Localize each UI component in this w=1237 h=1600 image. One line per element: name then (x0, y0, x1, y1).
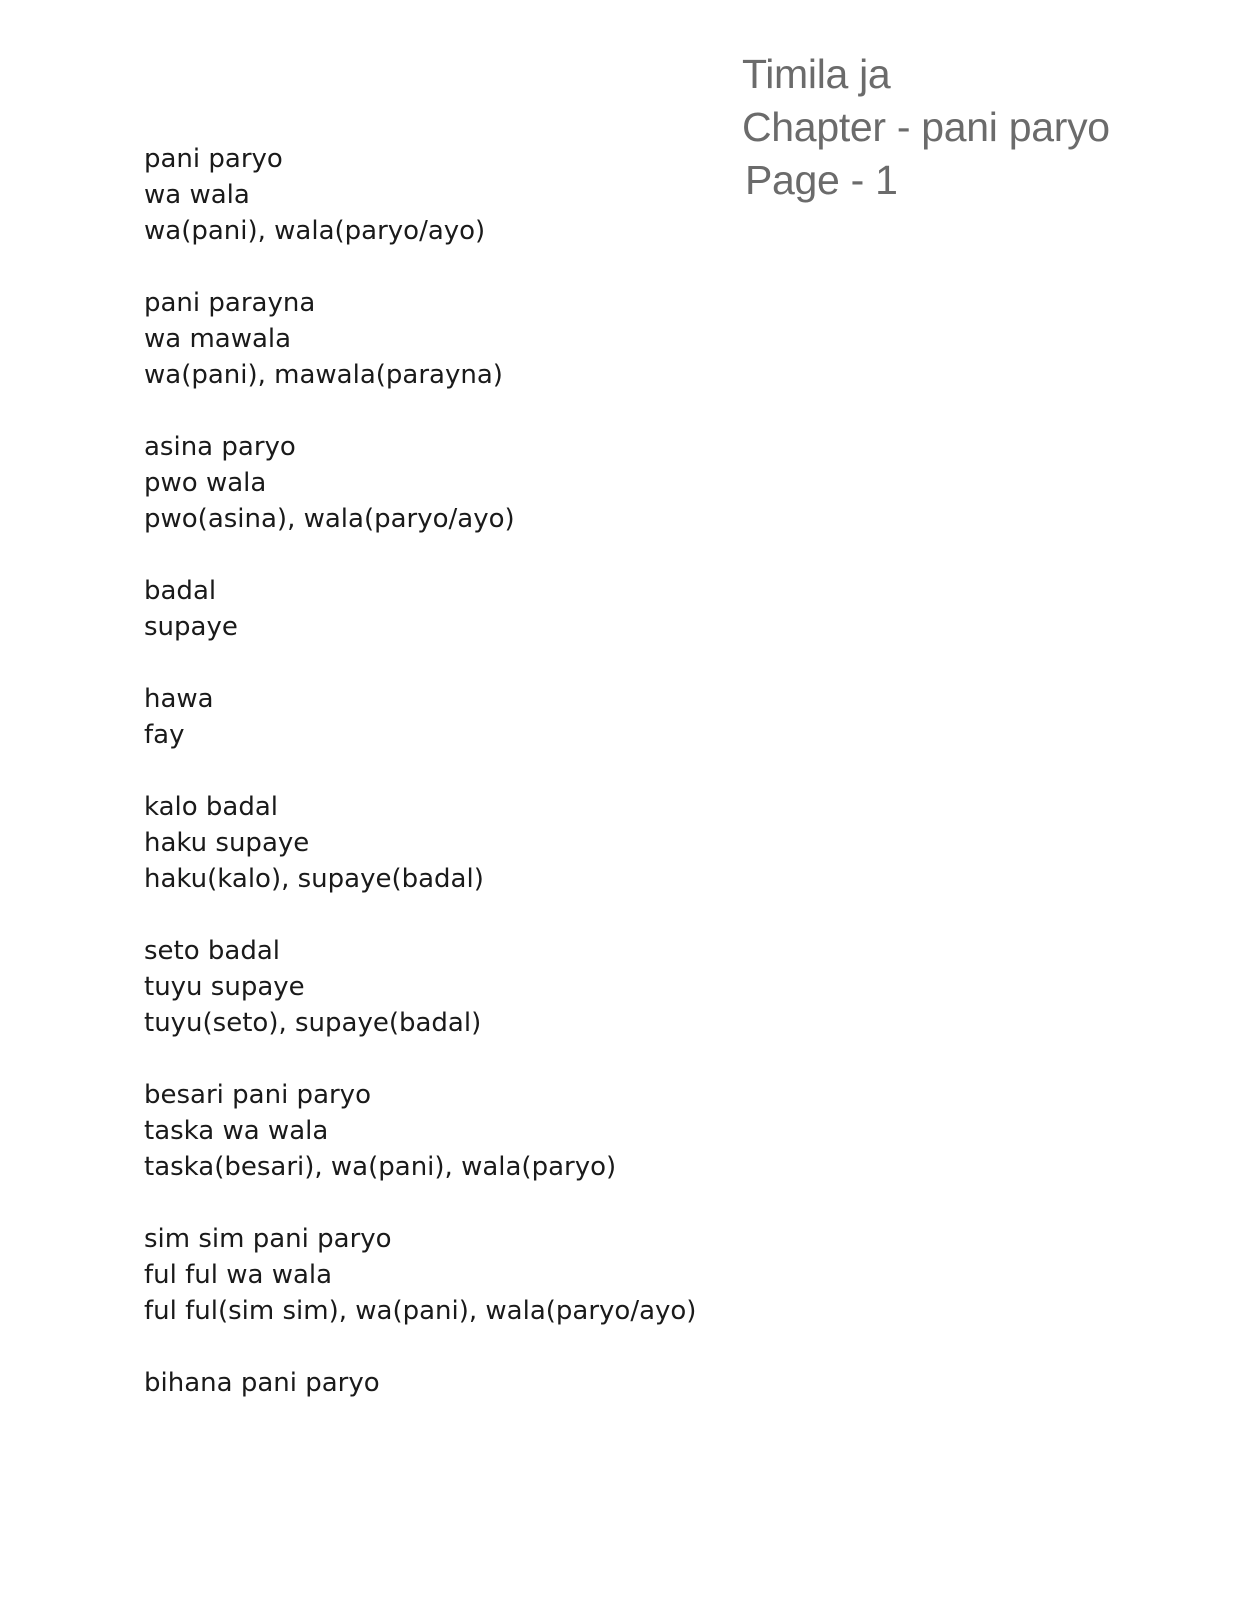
entry-nepali-phrase: pani parayna (144, 288, 316, 318)
entry-translation: tuyu supaye (144, 972, 305, 1002)
entry-word-breakdown: taska(besari), wa(pani), wala(paryo) (144, 1152, 617, 1182)
entry-translation: haku supaye (144, 828, 310, 858)
entry-translation: supaye (144, 612, 238, 642)
entry-word-breakdown: tuyu(seto), supaye(badal) (144, 1008, 482, 1038)
vocabulary-list (144, 141, 696, 1401)
vocabulary-entry (144, 1221, 696, 1329)
vocabulary-entry (144, 141, 696, 249)
entry-nepali-phrase: seto badal (144, 936, 281, 966)
header-chapter: Chapter - pani paryo (742, 104, 1110, 150)
header-title: Timila ja (742, 51, 891, 97)
entry-nepali-phrase: pani paryo (144, 144, 283, 174)
header-page-number: Page - 1 (745, 157, 898, 203)
entry-nepali-phrase: asina paryo (144, 432, 296, 462)
entry-word-breakdown: pwo(asina), wala(paryo/ayo) (144, 504, 515, 534)
vocabulary-entry (144, 789, 696, 897)
entry-nepali-phrase: hawa (144, 684, 214, 714)
entry-word-breakdown: wa(pani), mawala(parayna) (144, 360, 503, 390)
entry-nepali-phrase: kalo badal (144, 792, 279, 822)
entry-translation: taska wa wala (144, 1116, 329, 1146)
entry-translation: wa mawala (144, 324, 292, 354)
vocabulary-entry (144, 681, 696, 753)
entry-word-breakdown: ful ful(sim sim), wa(pani), wala(paryo/ayo) (144, 1296, 697, 1326)
page-header (742, 48, 1110, 207)
entry-nepali-phrase: besari pani paryo (144, 1080, 371, 1110)
entry-translation: pwo wala (144, 468, 267, 498)
entry-translation: wa wala (144, 180, 250, 210)
vocabulary-entry (144, 1077, 696, 1185)
vocabulary-entry (144, 933, 696, 1041)
entry-nepali-phrase: badal (144, 576, 217, 606)
entry-nepali-phrase: bihana pani paryo (144, 1368, 380, 1398)
vocabulary-entry (144, 573, 696, 645)
vocabulary-entry (144, 285, 696, 393)
vocabulary-entry (144, 429, 696, 537)
entry-nepali-phrase: sim sim pani paryo (144, 1224, 392, 1254)
entry-word-breakdown: wa(pani), wala(paryo/ayo) (144, 216, 486, 246)
vocabulary-entry (144, 1365, 696, 1401)
entry-word-breakdown: haku(kalo), supaye(badal) (144, 864, 484, 894)
entry-translation: ful ful wa wala (144, 1260, 333, 1290)
entry-translation: fay (144, 720, 185, 750)
